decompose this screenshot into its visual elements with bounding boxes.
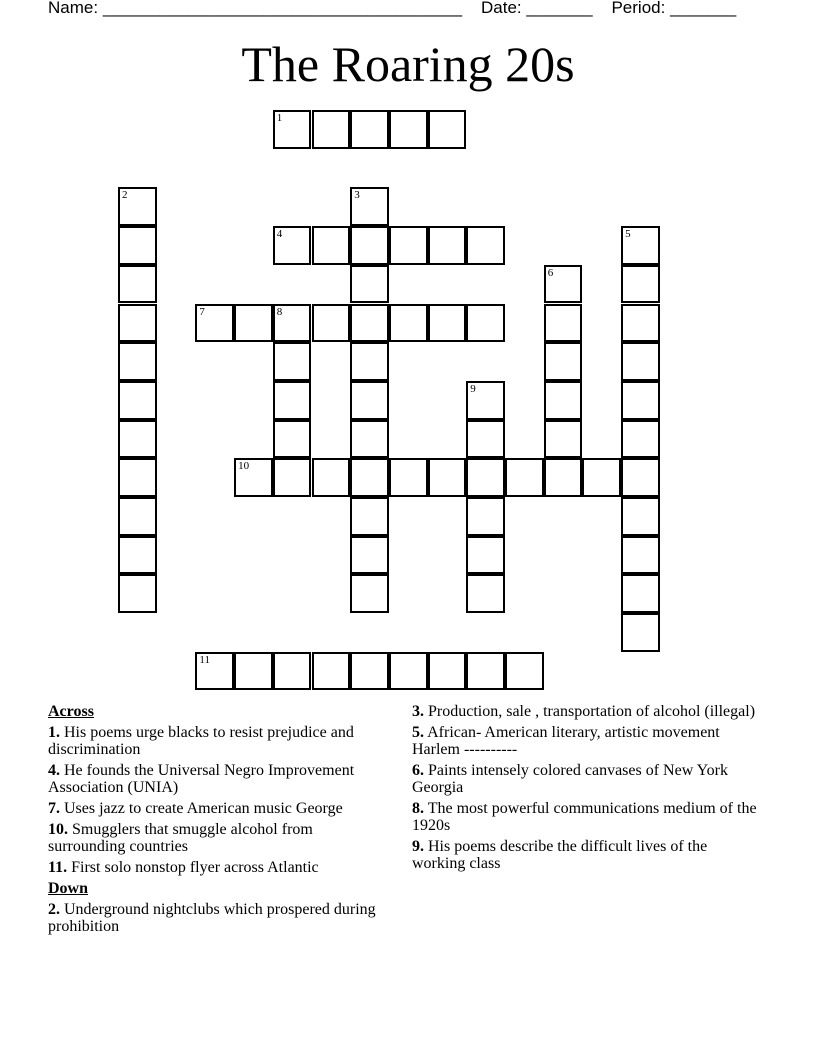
clue-item-text: Underground nightclubs which prospered during prohibition xyxy=(48,901,376,935)
grid-cell[interactable] xyxy=(350,342,389,381)
grid-cell[interactable] xyxy=(466,420,505,459)
period-label: Period: xyxy=(611,0,666,17)
grid-cell[interactable] xyxy=(544,381,583,420)
grid-cell[interactable] xyxy=(582,458,621,497)
clue-item-text: Production, sale , transportation of alcohol (illegal) xyxy=(428,703,756,720)
grid-cell[interactable] xyxy=(234,458,273,497)
name-blank[interactable]: ______________________________________ xyxy=(102,0,463,17)
grid-cell[interactable] xyxy=(621,381,660,420)
clue-item-number: 1. xyxy=(48,724,60,741)
grid-cell[interactable] xyxy=(312,652,351,691)
grid-cell[interactable] xyxy=(350,574,389,613)
date-label: Date: xyxy=(481,0,522,17)
grid-cell[interactable] xyxy=(428,304,467,343)
grid-cell[interactable] xyxy=(466,497,505,536)
grid-cell[interactable] xyxy=(195,304,234,343)
grid-cell[interactable] xyxy=(389,304,428,343)
grid-cell[interactable] xyxy=(312,304,351,343)
grid-cell[interactable] xyxy=(466,574,505,613)
grid-cell[interactable] xyxy=(544,304,583,343)
clue-item-text: His poems urge blacks to resist prejudice and discrimination xyxy=(48,724,354,758)
down-clue-list-right xyxy=(412,703,757,872)
grid-cell[interactable] xyxy=(118,536,157,575)
clue-item-number: 11. xyxy=(48,859,68,876)
clue-item xyxy=(48,800,388,817)
across-heading: Across xyxy=(48,703,94,720)
grid-cell[interactable] xyxy=(544,265,583,304)
clue-item-text: The most powerful communications medium of the 1920s xyxy=(412,800,757,834)
clue-item-number: 10. xyxy=(48,821,68,838)
grid-cell[interactable] xyxy=(466,304,505,343)
grid-cell[interactable] xyxy=(273,458,312,497)
grid-cell[interactable] xyxy=(312,458,351,497)
grid-cell[interactable] xyxy=(544,458,583,497)
clue-item xyxy=(48,859,388,876)
clue-item-number: 8. xyxy=(412,800,424,817)
clue-item xyxy=(48,821,388,855)
clue-item-number: 9. xyxy=(412,838,424,855)
clue-item xyxy=(412,762,757,796)
grid-cell[interactable] xyxy=(621,458,660,497)
grid-cell[interactable] xyxy=(389,458,428,497)
grid-cell[interactable] xyxy=(428,652,467,691)
grid-cell[interactable] xyxy=(273,652,312,691)
grid-cell[interactable] xyxy=(118,304,157,343)
clue-item-number: 6. xyxy=(412,762,424,779)
clue-item xyxy=(412,724,757,758)
clue-number: 11 xyxy=(199,653,210,666)
grid-cell[interactable] xyxy=(234,304,273,343)
clues-right-column xyxy=(412,703,757,876)
clue-number: 10 xyxy=(238,460,250,473)
grid-cell[interactable] xyxy=(466,652,505,691)
clue-item xyxy=(48,901,388,935)
grid-cell[interactable] xyxy=(544,342,583,381)
grid-cell[interactable] xyxy=(621,536,660,575)
down-heading: Down xyxy=(48,880,89,897)
clue-number: 4 xyxy=(276,228,283,241)
clue-item-number: 7. xyxy=(48,800,60,817)
clue-item-text: Smugglers that smuggle alcohol from surrounding countries xyxy=(48,821,313,855)
grid-cell[interactable] xyxy=(466,226,505,265)
grid-cell[interactable] xyxy=(234,652,273,691)
grid-cell[interactable] xyxy=(621,420,660,459)
grid-cell[interactable] xyxy=(466,381,505,420)
grid-cell[interactable] xyxy=(350,381,389,420)
grid-cell[interactable] xyxy=(621,613,660,652)
grid-cell[interactable] xyxy=(350,187,389,226)
clue-item-number: 5. xyxy=(412,724,424,741)
clue-number: 6 xyxy=(547,266,554,279)
clue-item-number: 3. xyxy=(412,703,424,720)
grid-cell[interactable] xyxy=(389,652,428,691)
grid-cell[interactable] xyxy=(350,304,389,343)
clue-item-text: He founds the Universal Negro Improvement Association (UNIA) xyxy=(48,762,355,796)
grid-cell[interactable] xyxy=(273,110,312,149)
clue-number: 3 xyxy=(354,189,360,202)
grid-cell[interactable] xyxy=(466,536,505,575)
grid-cell[interactable] xyxy=(350,265,389,304)
grid-cell[interactable] xyxy=(118,420,157,459)
period-blank[interactable]: _______ xyxy=(670,0,737,17)
grid-cell[interactable] xyxy=(312,226,351,265)
clue-item xyxy=(48,724,388,758)
clue-item xyxy=(412,703,757,720)
clue-item-text: African- American literary, artistic movement Harlem ---------- xyxy=(412,724,720,758)
grid-cell[interactable] xyxy=(118,342,157,381)
clue-item-text: His poems describe the difficult lives of the working class xyxy=(412,838,708,872)
clue-number: 2 xyxy=(122,189,128,202)
grid-cell[interactable] xyxy=(350,497,389,536)
grid-cell[interactable] xyxy=(350,458,389,497)
grid-cell[interactable] xyxy=(312,110,351,149)
grid-cell[interactable] xyxy=(466,458,505,497)
grid-cell[interactable] xyxy=(505,652,544,691)
grid-cell[interactable] xyxy=(118,226,157,265)
grid-cell[interactable] xyxy=(273,420,312,459)
grid-cell[interactable] xyxy=(621,342,660,381)
date-blank[interactable]: _______ xyxy=(526,0,593,17)
grid-cell[interactable] xyxy=(621,574,660,613)
clue-number: 7 xyxy=(199,305,205,318)
grid-cell[interactable] xyxy=(118,187,157,226)
clues-left-column xyxy=(48,703,388,939)
clue-number: 5 xyxy=(625,228,631,241)
grid-cell[interactable] xyxy=(273,226,312,265)
grid-cell[interactable] xyxy=(118,574,157,613)
page-title: The Roaring 20s xyxy=(241,36,575,92)
across-clue-list xyxy=(48,724,388,876)
grid-cell[interactable] xyxy=(544,420,583,459)
grid-cell[interactable] xyxy=(428,458,467,497)
clue-item xyxy=(48,762,388,796)
name-label: Name: xyxy=(48,0,99,17)
down-clue-list-left xyxy=(48,901,388,935)
grid-cell[interactable] xyxy=(195,652,234,691)
clue-item-text: First solo nonstop flyer across Atlantic xyxy=(71,859,319,876)
grid-cell[interactable] xyxy=(118,497,157,536)
clue-item xyxy=(412,800,757,834)
grid-cell[interactable] xyxy=(505,458,544,497)
grid-cell[interactable] xyxy=(118,265,157,304)
clue-item xyxy=(412,838,757,872)
grid-cell[interactable] xyxy=(621,304,660,343)
grid-cell[interactable] xyxy=(428,110,467,149)
grid-cell[interactable] xyxy=(273,342,312,381)
clue-number: 9 xyxy=(470,382,476,395)
grid-cell[interactable] xyxy=(273,381,312,420)
grid-cell[interactable] xyxy=(350,110,389,149)
clue-item-text: Paints intensely colored canvases of New York Georgia xyxy=(412,762,728,796)
grid-cell[interactable] xyxy=(350,652,389,691)
grid-cell[interactable] xyxy=(350,226,389,265)
grid-cell[interactable] xyxy=(118,458,157,497)
grid-cell[interactable] xyxy=(621,497,660,536)
grid-cell[interactable] xyxy=(428,226,467,265)
grid-cell[interactable] xyxy=(350,536,389,575)
clue-item-number: 2. xyxy=(48,901,60,918)
clue-item-number: 4. xyxy=(48,762,60,779)
clue-item-text: Uses jazz to create American music George xyxy=(64,800,343,817)
grid-cell[interactable] xyxy=(350,420,389,459)
grid-cell[interactable] xyxy=(621,265,660,304)
grid-cell[interactable] xyxy=(118,381,157,420)
clue-number: 8 xyxy=(276,305,283,318)
clue-number: 1 xyxy=(276,112,283,124)
grid-cell[interactable] xyxy=(273,304,312,343)
grid-cell[interactable] xyxy=(389,110,428,149)
grid-cell[interactable] xyxy=(621,226,660,265)
grid-cell[interactable] xyxy=(389,226,428,265)
